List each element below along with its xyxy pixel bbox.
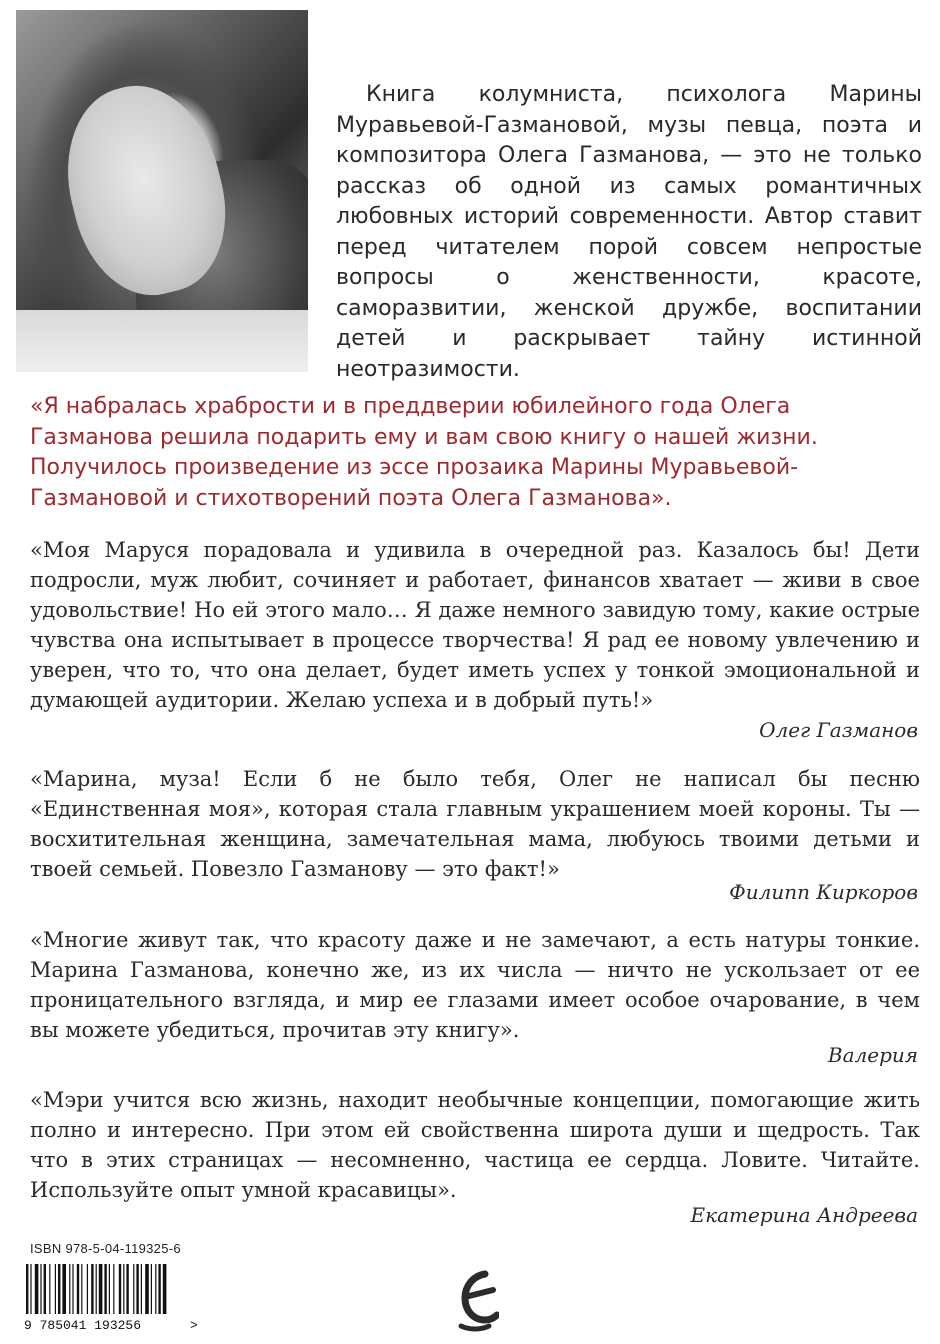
barcode-digits: 9 785041 193256 [24, 1318, 142, 1332]
svg-text:>: > [190, 1318, 198, 1332]
review-text-1: «Моя Маруся порадовала и удивила в очередной раз. Казалось бы! Дети подросли, муж любит, сочиняет и работает, финансов хватает — живи в свое удовольствие! Но ей этого мало… Я даже немного завидую тому, какие острые чувства она испытывает в процессе творчества! Я рад ее новому увлечению и уверен, что то, что она делает, будет иметь успех у тонкой эмоциональной и думающей аудитории. Желаю успеха и в добрый путь!» [30, 538, 920, 712]
author-photo-shirt [16, 310, 308, 372]
book-description: Книга колумниста, психолога Марины Муравьевой-Газмановой, музы певца, поэта и композитора Олега Газманова, — это не только рассказ об одной из самых романтичных любовных историй современности. Автор ставит перед читателем порой совсем непростые вопросы о женственности, красоте, саморазвитии, женской дружбе, воспитании детей и раскрывает тайну истинной неотразимости. [336, 82, 922, 382]
review-author-1: Олег Газманов [759, 718, 918, 742]
review-author-3: Валерия [827, 1043, 918, 1067]
barcode-icon [22, 1262, 202, 1332]
isbn-label: ISBN 978-5-04-119325-6 [30, 1241, 181, 1256]
author-quote: «Я набралась храбрости и в преддверии юбилейного года Олега Газманова решила подарить ему и вам свою книгу о нашей жизни. Получилось произведение из эссе прозаика Марины Муравьевой-Газмановой и стихотворений поэта Олега Газманова». [30, 394, 818, 511]
review-author-2: Филипп Киркоров [729, 880, 918, 904]
review-text-2: «Марина, муза! Если б не было тебя, Олег не написал бы песню «Единственная моя», которая стала главным украшением моей короны. Ты — восхитительная женщина, замечательная мама, любуюсь твоими детьми и твоей семьей. Повезло Газманову — это факт!» [30, 767, 920, 881]
publisher-logo-icon [455, 1270, 499, 1332]
review-text-4: «Мэри учится всю жизнь, находит необычные концепции, помогающие жить полно и интересно. При этом ей свойственна широта души и щедрость. Так что в этих страницах — несомненно, частица ее сердца. Ловите. Читайте. Используйте опыт умной красавицы». [30, 1088, 920, 1202]
review-text-3: «Многие живут так, что красоту даже и не замечают, а есть натуры тонкие. Марина Газманова, конечно же, из их числа — ничто не ускользает от ее проницательного взгляда, и мир ее глазами имеет особое очарование, в чем вы можете убедиться, прочитав эту книгу». [30, 928, 920, 1042]
author-photo [16, 10, 308, 372]
review-author-4: Екатерина Андреева [690, 1203, 918, 1227]
